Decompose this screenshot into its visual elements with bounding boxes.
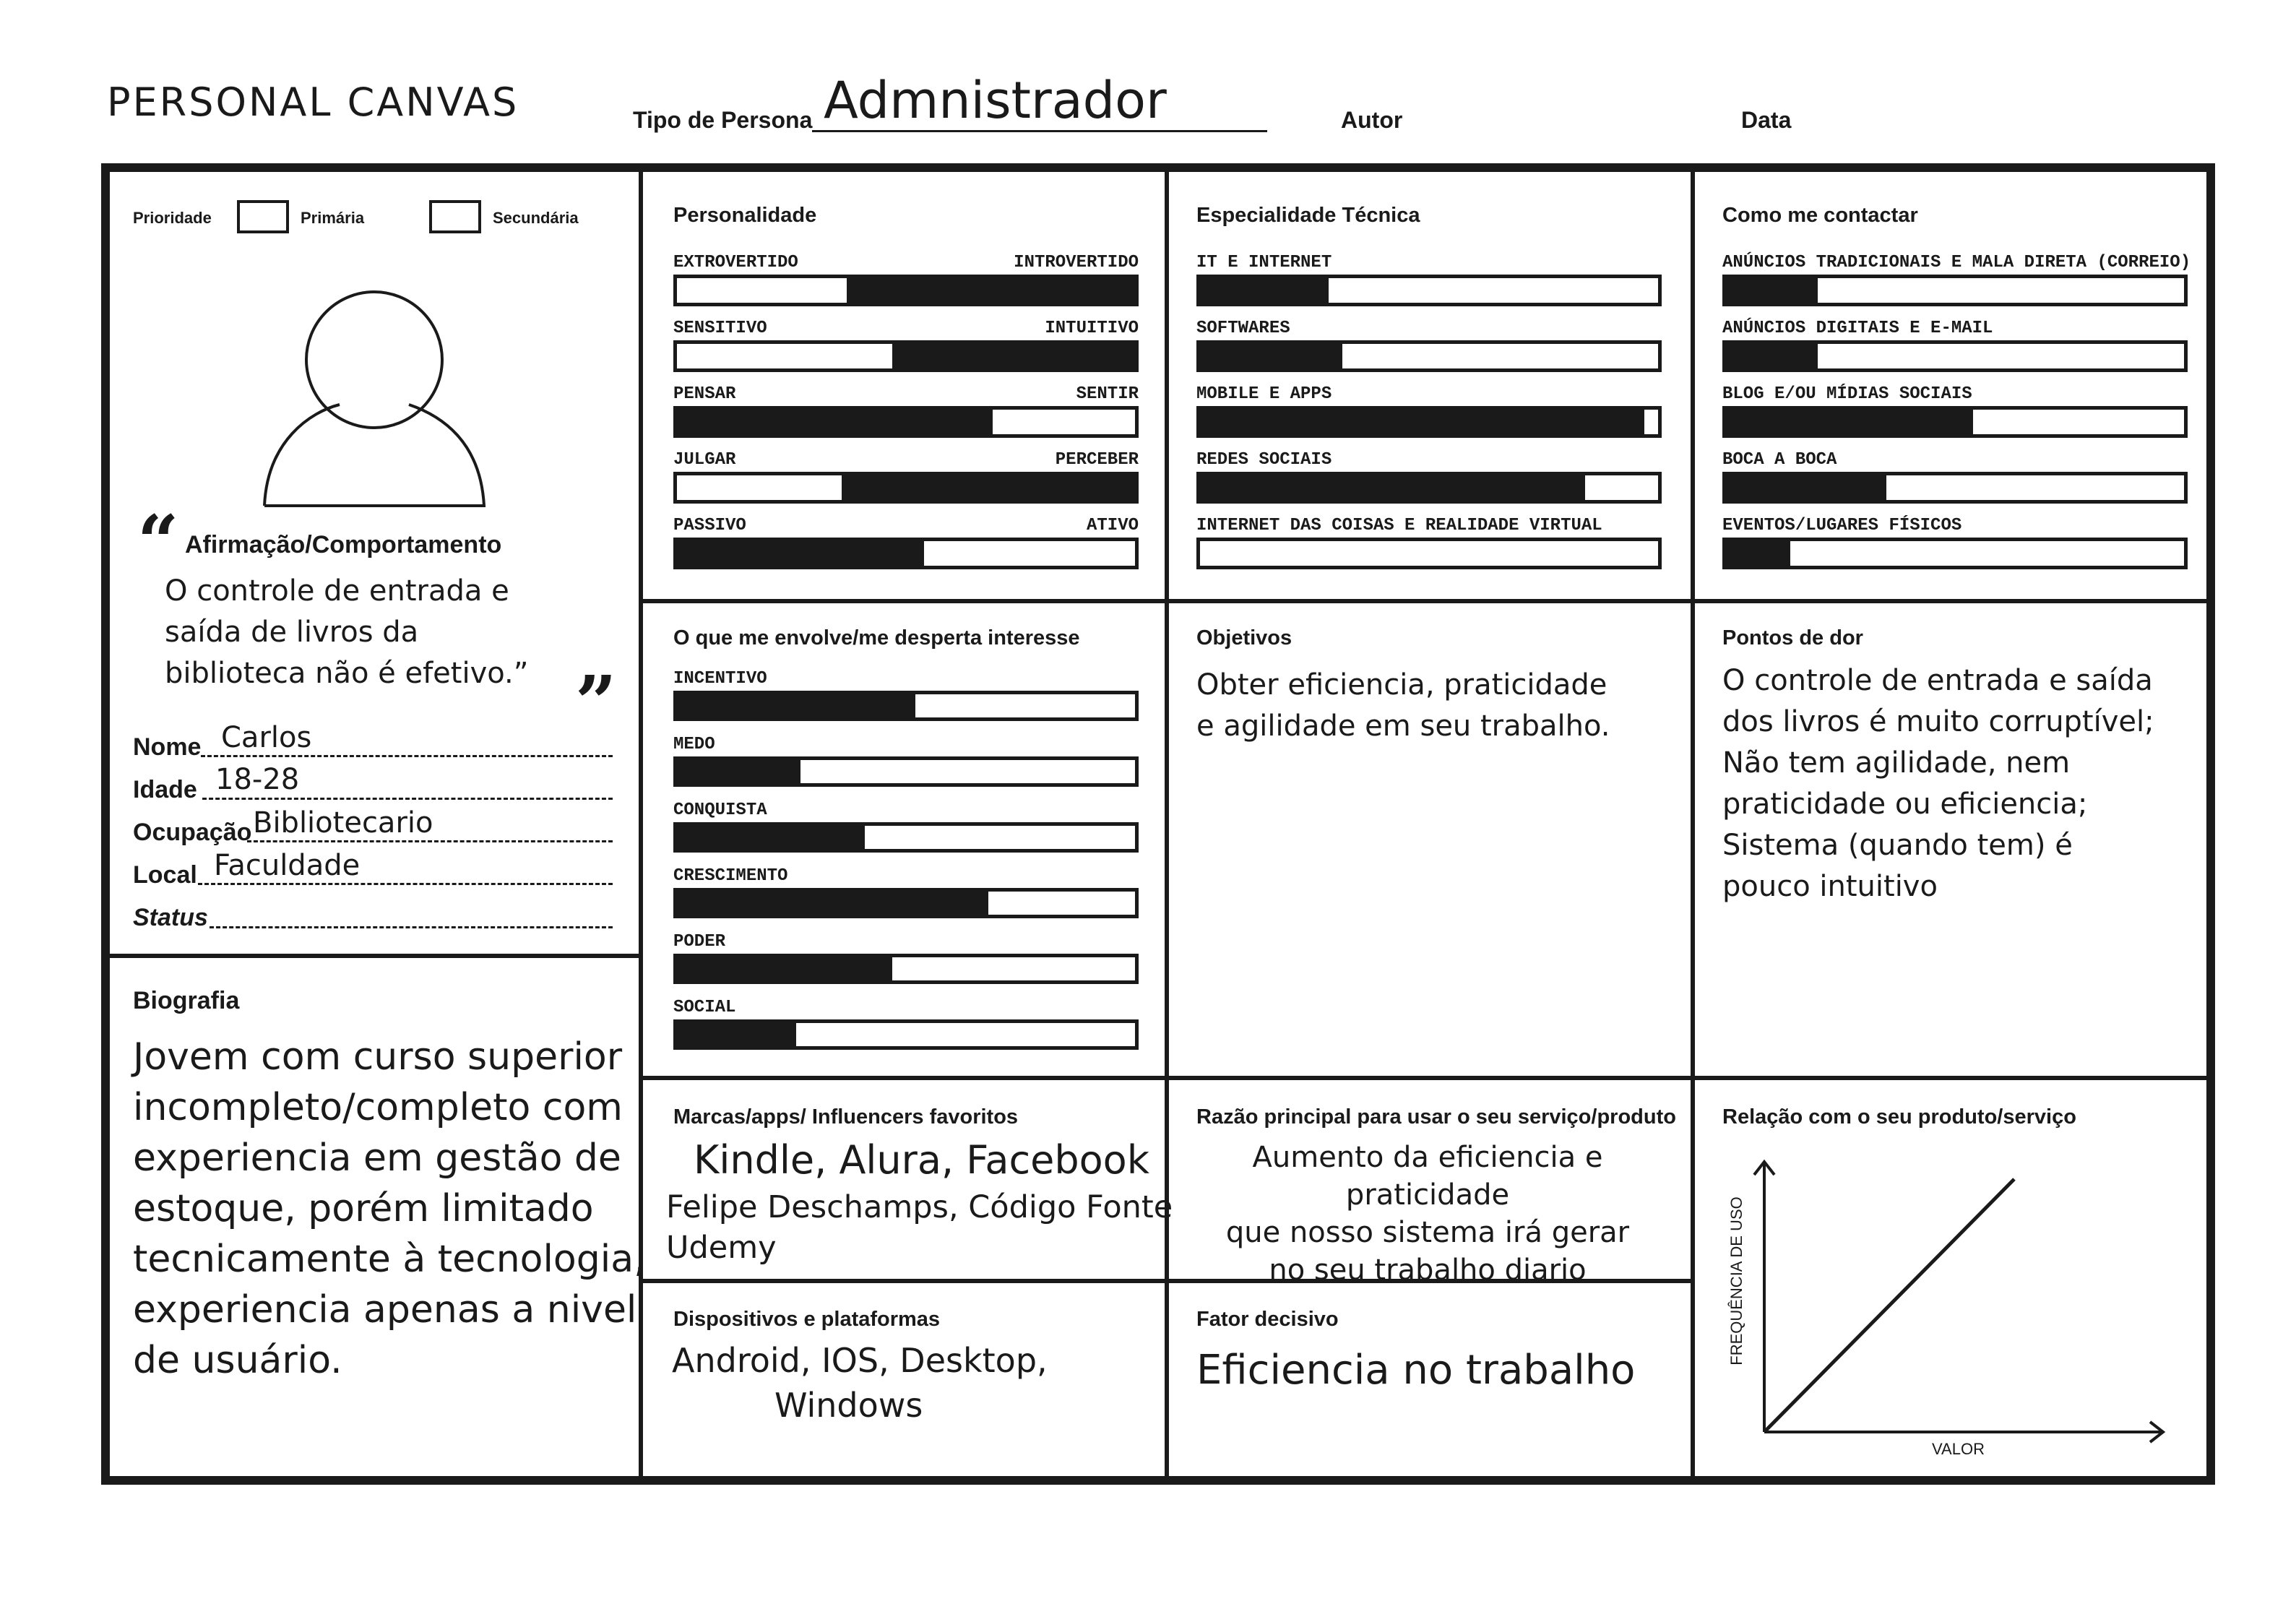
personality-bar-fill	[892, 344, 1135, 368]
devices-title: Dispositivos e plataformas	[673, 1308, 941, 1331]
personality-bar-fill	[842, 475, 1135, 500]
name-line	[201, 755, 613, 757]
divider	[110, 954, 641, 958]
tech-skill-bar[interactable]	[1196, 406, 1662, 438]
personality-bar[interactable]	[673, 538, 1139, 569]
interest-item-label: MEDO	[673, 735, 715, 754]
quote-open-icon: “	[137, 499, 179, 584]
avatar-icon	[260, 289, 491, 513]
brands-line-1: Kindle, Alura, Facebook	[694, 1137, 1149, 1183]
tech-skill-label: MOBILE E APPS	[1196, 384, 1332, 404]
divider	[639, 599, 2208, 603]
contact-channel-bar[interactable]	[1722, 472, 2188, 504]
name-label: Nome	[133, 733, 202, 761]
statement-label: Afirmação/Comportamento	[185, 531, 502, 558]
contact-channel-bar[interactable]	[1722, 275, 2188, 306]
contact-channel-label: ANÚNCIOS TRADICIONAIS E MALA DIRETA (CORREIO)	[1722, 253, 2191, 272]
interest-item-label: INCENTIVO	[673, 669, 767, 689]
tech-skill-bar-fill	[1200, 475, 1585, 500]
priority-label: Prioridade	[133, 209, 212, 227]
interest-item-bar-fill	[677, 892, 988, 915]
quote-close-icon: ”	[575, 660, 617, 745]
tech-skill-bar[interactable]	[1196, 538, 1662, 569]
tech-skill-label: IT E INTERNET	[1196, 253, 1332, 272]
personality-label-right: ATIVO	[1086, 516, 1139, 535]
contact-channel-label: BOCA A BOCA	[1722, 450, 1837, 470]
interest-item-bar[interactable]	[673, 691, 1139, 721]
interest-item-bar[interactable]	[673, 888, 1139, 918]
pains-title: Pontos de dor	[1722, 626, 1863, 650]
tech-skill-bar-fill	[1200, 410, 1644, 434]
interest-item-bar-fill	[677, 1023, 796, 1046]
reason-title: Razão principal para usar o seu serviço/produto	[1196, 1105, 1676, 1129]
interest-item-bar-fill	[677, 760, 800, 783]
personality-bar[interactable]	[673, 472, 1139, 504]
x-axis-label: VALOR	[1932, 1440, 1985, 1458]
age-line	[202, 798, 613, 800]
tech-skill-bar[interactable]	[1196, 340, 1662, 372]
personality-label: PENSAR	[673, 384, 736, 404]
contact-channel-label: ANÚNCIOS DIGITAIS E E-MAIL	[1722, 319, 1993, 338]
date-label: Data	[1741, 107, 1792, 133]
contact-channel-bar[interactable]	[1722, 340, 2188, 372]
page-title: PERSONAL CANVAS	[107, 79, 519, 125]
tech-skill-label: REDES SOCIAIS	[1196, 450, 1332, 470]
personality-bar[interactable]	[673, 406, 1139, 438]
personality-title: Personalidade	[673, 204, 817, 227]
relation-title: Relação com o seu produto/serviço	[1722, 1105, 2076, 1129]
personality-label-right: SENTIR	[1076, 384, 1139, 404]
personality-label: PASSIVO	[673, 516, 746, 535]
relation-chart	[1719, 1149, 2182, 1467]
status-label: Status	[133, 904, 208, 931]
secondary-label: Secundária	[493, 209, 579, 227]
brands-line-2: Felipe Deschamps, Código Fonte	[666, 1189, 1173, 1225]
interest-item-bar[interactable]	[673, 756, 1139, 787]
contact-channel-bar-fill	[1726, 541, 1790, 566]
interest-item-label: CONQUISTA	[673, 801, 767, 820]
status-line	[210, 926, 613, 928]
name-value[interactable]: Carlos	[221, 721, 312, 754]
personality-label: SENSITIVO	[673, 319, 767, 338]
personality-label: EXTROVERTIDO	[673, 253, 798, 272]
statement-text: O controle de entrada e saída de livros da biblioteca não é efetivo.”	[165, 574, 529, 690]
tech-skill-bar-fill	[1200, 344, 1342, 368]
persona-type-value[interactable]: Admnistrador	[824, 71, 1167, 130]
contact-channel-bar-fill	[1726, 344, 1818, 368]
interest-item-label: PODER	[673, 932, 726, 952]
contact-channel-bar[interactable]	[1722, 538, 2188, 569]
contact-channel-bar[interactable]	[1722, 406, 2188, 438]
personality-label-right: INTROVERTIDO	[1014, 253, 1139, 272]
contact-channel-label: BLOG E/OU MÍDIAS SOCIAIS	[1722, 384, 1972, 404]
goals-text: Obter eficiencia, praticidade e agilidade em seu trabalho.	[1196, 668, 1610, 743]
tech-skill-bar[interactable]	[1196, 472, 1662, 504]
interest-item-label: SOCIAL	[673, 998, 736, 1017]
occupation-line	[247, 840, 613, 842]
personality-bar-fill	[677, 541, 924, 566]
personality-bar-fill	[847, 278, 1135, 303]
contact-channel-bar-fill	[1726, 475, 1886, 500]
interest-item-bar-fill	[677, 826, 865, 849]
secondary-checkbox[interactable]	[429, 200, 481, 233]
personality-label: JULGAR	[673, 450, 736, 470]
interest-item-bar-fill	[677, 694, 915, 717]
contact-channel-label: EVENTOS/LUGARES FÍSICOS	[1722, 516, 1962, 535]
location-value[interactable]: Faculdade	[214, 849, 361, 882]
personality-bar[interactable]	[673, 275, 1139, 306]
y-axis-label: FREQUÊNCIA DE USO	[1727, 1196, 1745, 1366]
primary-label: Primária	[301, 209, 365, 227]
pains-text: O controle de entrada e saída dos livros é muito corruptível; Não tem agilidade, nem praticidade ou eficiencia; Sistema (quando tem) é pouco intuitivo	[1722, 664, 2154, 903]
occupation-label: Ocupação	[133, 819, 252, 846]
location-label: Local	[133, 861, 197, 889]
relation-line	[1764, 1179, 2014, 1432]
personality-bar-fill	[677, 410, 993, 434]
contact-channel-bar-fill	[1726, 410, 1973, 434]
author-label: Autor	[1341, 107, 1403, 133]
primary-checkbox[interactable]	[237, 200, 289, 233]
tech-skill-label: INTERNET DAS COISAS E REALIDADE VIRTUAL	[1196, 516, 1602, 535]
personality-label-right: INTUITIVO	[1045, 319, 1139, 338]
age-label: Idade	[133, 776, 197, 803]
interest-item-bar[interactable]	[673, 954, 1139, 984]
biography-title: Biografia	[133, 987, 240, 1014]
interest-item-label: CRESCIMENTO	[673, 866, 788, 886]
occupation-value[interactable]: Bibliotecario	[253, 806, 433, 840]
divider	[639, 1076, 2208, 1080]
biography-text: Jovem com curso superior incompleto/completo com experiencia em gestão de estoque, porém limitado tecnicamente à tecnologia, experiencia apenas a nivel de usuário.	[133, 1035, 646, 1382]
contact-channel-bar-fill	[1726, 278, 1818, 303]
tech-skill-bar-fill	[1200, 278, 1329, 303]
persona-type-underline	[812, 130, 1267, 132]
personality-label-right: PERCEBER	[1055, 450, 1139, 470]
devices-line-2: Windows	[774, 1386, 923, 1425]
reason-text: Aumento da eficiencia e praticidade que nosso sistema irá gerar no seu trabalho diario	[1225, 1141, 1630, 1287]
contact-title: Como me contactar	[1722, 204, 1918, 227]
goals-title: Objetivos	[1196, 626, 1292, 650]
tech-title: Especialidade Técnica	[1196, 204, 1420, 227]
persona-type-label: Tipo de Persona	[633, 107, 813, 133]
devices-line-1: Android, IOS, Desktop,	[672, 1341, 1048, 1380]
interest-title: O que me envolve/me desperta interesse	[673, 626, 1080, 650]
personality-bar[interactable]	[673, 340, 1139, 372]
decisive-value: Eficiencia no trabalho	[1196, 1347, 1636, 1394]
age-value[interactable]: 18-28	[215, 763, 300, 796]
brands-title: Marcas/apps/ Influencers favoritos	[673, 1105, 1019, 1129]
interest-item-bar-fill	[677, 957, 892, 980]
interest-item-bar[interactable]	[673, 822, 1139, 853]
interest-item-bar[interactable]	[673, 1019, 1139, 1050]
location-line	[198, 883, 613, 885]
tech-skill-label: SOFTWARES	[1196, 319, 1290, 338]
tech-skill-bar[interactable]	[1196, 275, 1662, 306]
brands-line-3: Udemy	[666, 1230, 777, 1266]
decisive-title: Fator decisivo	[1196, 1308, 1339, 1331]
